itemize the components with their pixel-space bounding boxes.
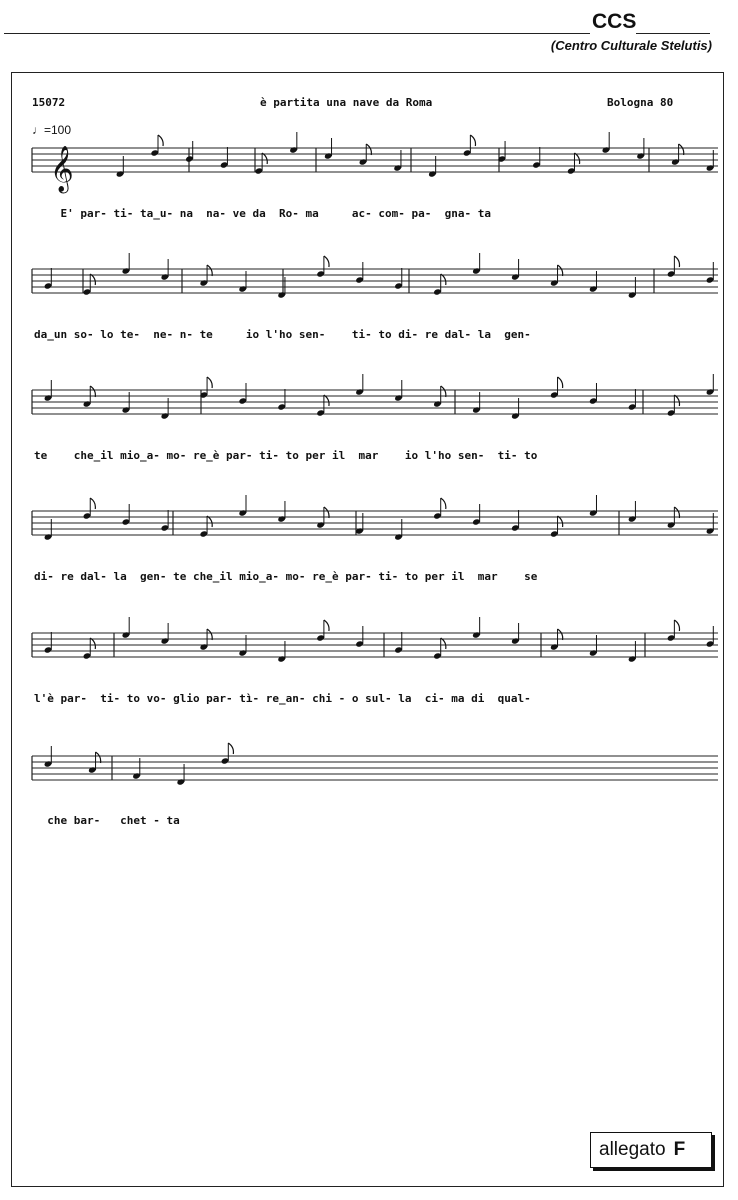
note-flag (262, 153, 267, 164)
place-year: Bologna 80 (607, 96, 674, 109)
note-flag (324, 507, 329, 518)
note-flag (558, 265, 563, 276)
note-flag (96, 752, 101, 763)
note-flag (90, 638, 95, 649)
note-flag (441, 498, 446, 509)
note-flag (574, 153, 579, 164)
note-flag (90, 386, 95, 397)
note-flag (324, 395, 329, 406)
note-flag (674, 395, 679, 406)
note-flag (674, 507, 679, 518)
note-flag (228, 743, 233, 754)
note-flag (558, 377, 563, 388)
lyrics-line-2: da_un so- lo te- ne- n- te io l'ho sen- ti- to di- re dal- la gen- (34, 328, 531, 341)
note-flag (90, 498, 95, 509)
note-flag (207, 377, 212, 388)
note-flag (207, 516, 212, 527)
treble-clef: 𝄞 (50, 146, 74, 192)
note-flag (441, 386, 446, 397)
note-flag (366, 144, 371, 155)
note-flag (470, 135, 475, 146)
tempo-marking: ♩=100 (32, 123, 72, 137)
allegato-label: allegato (599, 1139, 666, 1160)
note-flag (324, 620, 329, 631)
song-title: è partita una nave da Roma (260, 96, 433, 109)
note-flag (158, 135, 163, 146)
note-flag (674, 256, 679, 267)
allegato-letter: F (673, 1139, 686, 1160)
org-abbreviation: CCS (592, 10, 637, 33)
allegato-box (590, 1132, 712, 1168)
note-flag (441, 638, 446, 649)
note-flag (674, 620, 679, 631)
note-flag (90, 274, 95, 285)
lyrics-line-4: di- re dal- la gen- te che_il mio_a- mo- re_è par- ti- to per il mar se (34, 570, 538, 583)
note-flag (324, 256, 329, 267)
note-flag (558, 516, 563, 527)
lyrics-line-6: che bar- chet - ta (34, 814, 180, 827)
note-flag (558, 629, 563, 640)
note-flag (207, 265, 212, 276)
lyrics-line-1: E' par- ti- ta_u- na na- ve da Ro- ma ac- com- pa- gna- ta (34, 207, 491, 220)
lyrics-line-5: l'è par- ti- to vo- glio par- tì- re_an- chi - o sul- la ci- ma di qual- (34, 692, 531, 705)
note-flag (207, 629, 212, 640)
lyrics-line-3: te che_il mio_a- mo- re_è par- ti- to per il mar io l'ho sen- ti- to (34, 449, 538, 462)
note-flag (679, 144, 684, 155)
note-flag (441, 274, 446, 285)
org-full-name: (Centro Culturale Stelutis) (550, 38, 712, 53)
catalog-number: 15072 (32, 96, 66, 109)
